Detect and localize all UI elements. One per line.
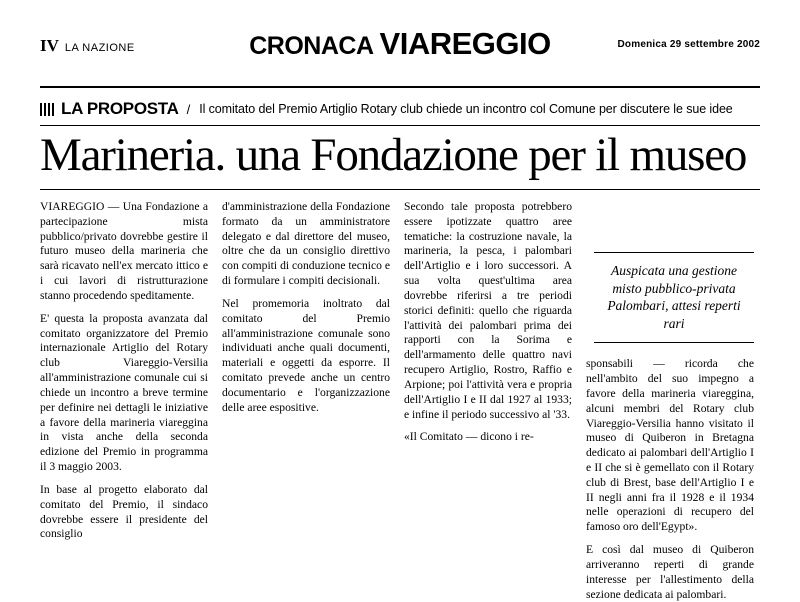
paragraph: In base al progetto elaborato dal comitato del Premio, il sindaco dovrebbe essere il presidente del consiglio — [40, 482, 208, 541]
section-title — [249, 26, 550, 62]
kicker-summary: Il comitato del Premio Artiglio Rotary club chiede un incontro col Comune per discutere le sue idee — [199, 102, 733, 116]
column-2 — [222, 200, 390, 548]
headline-rule — [40, 189, 760, 190]
paragraph: E così dal museo di Quiberon arriveranno reperti di grande interesse per l'allestimento della sezione dedicata ai palombari. — [586, 543, 754, 601]
paragraph: VIAREGGIO — Una Fondazione a partecipazione mista pubblico/privato dovrebbe gestire il futuro museo della marineria che sarà ricavato nell'ex mercato ittico e i cui lavori di ristrutturazione stanno procedendo speditamente. — [40, 200, 208, 302]
page-number: IV — [40, 36, 59, 55]
kicker-label: LA PROPOSTA — [61, 99, 179, 118]
city-name: VIAREGGIO — [379, 26, 551, 61]
paragraph: «Il Comitato — dicono i re- — [404, 430, 534, 444]
paragraph: d'amministrazione della Fondazione formato da un amministratore delegato e dal direttore del museo, oltre che da un consiglio direttivo con compiti di conduzione tecnico e di formulare i compiti decisionali. — [222, 200, 390, 288]
paragraph: Nel promemoria inoltrato dal comitato del Premio all'amministrazione comunale sono individuati anche quali documenti, materiali e oggetti da esporre. Il comitato prevede anche un centro documentario e l'organizzazione delle aree espositive. — [222, 296, 390, 414]
column-4 — [586, 200, 754, 601]
pullquote-wrapper — [594, 244, 754, 351]
newspaper-page — [0, 26, 800, 601]
paragraph: sponsabili — ricorda che nell'ambito del suo impegno a favore della marineria viareggina, alcuni membri del Rotary club Viareggio-Versilia hanno visitato il museo di Quiberon in Bretagna dedicato ai palombari dell'Artiglio I e II che si è gemellato con il Rotary club di Brest, base dell'Artiglio I e II negli anni fra il 1928 e il 1934 nelle operazioni di recupero del famoso oro dell'Egypt». — [586, 357, 754, 534]
hatch-mark-icon — [40, 103, 54, 116]
masthead-rule — [40, 86, 760, 88]
section-name: CRONACA — [249, 32, 374, 60]
paragraph: E' questa la proposta avanzata dal comitato organizzatore del Premio internazionale Artiglio del Rotary club Viareggio-Versilia all'amministrazione comunale cui si chiede un incontro a breve termine per definire nei dettagli le iniziative a favore della marineria viareggina in vista anche della seconda edizione del Premio in programma il 3 maggio 2003. — [40, 311, 208, 474]
article-body — [40, 200, 760, 601]
page-title: Marineria. una Fondazione per il museo — [40, 129, 747, 181]
column-1 — [40, 200, 208, 548]
kicker-rule — [40, 125, 760, 126]
masthead — [40, 26, 760, 80]
paper-name: LA NAZIONE — [64, 42, 135, 54]
column-3 — [404, 200, 572, 548]
pullquote: Auspicata una gestione misto pubblico-privata Palombari, attesi reperti rari — [594, 252, 754, 343]
masthead-left — [40, 36, 135, 56]
kicker-bar — [40, 98, 760, 120]
issue-date: Domenica 29 settembre 2002 — [617, 39, 760, 50]
paragraph: Secondo tale proposta potrebbero essere ipotizzate quattro aree tematiche: la costruzione navale, la marineria, la pesca, i palombari dell'Artiglio e i loro successori. A sua volta quest'ultima area dovrebbe riferirsi a tre periodi storici definiti: quello che riguarda l'attività dei palombari prima dei rapporti con la Sorima e dell'armamento delle quattro navi recupero Artiglio, Rostro, Raffio e Arpione; poi l'attività vera e propria dell'Artiglio I e II dal 1927 al 1933; e infine il periodo successivo al '33. — [404, 200, 572, 421]
kicker-separator: / — [186, 101, 191, 117]
